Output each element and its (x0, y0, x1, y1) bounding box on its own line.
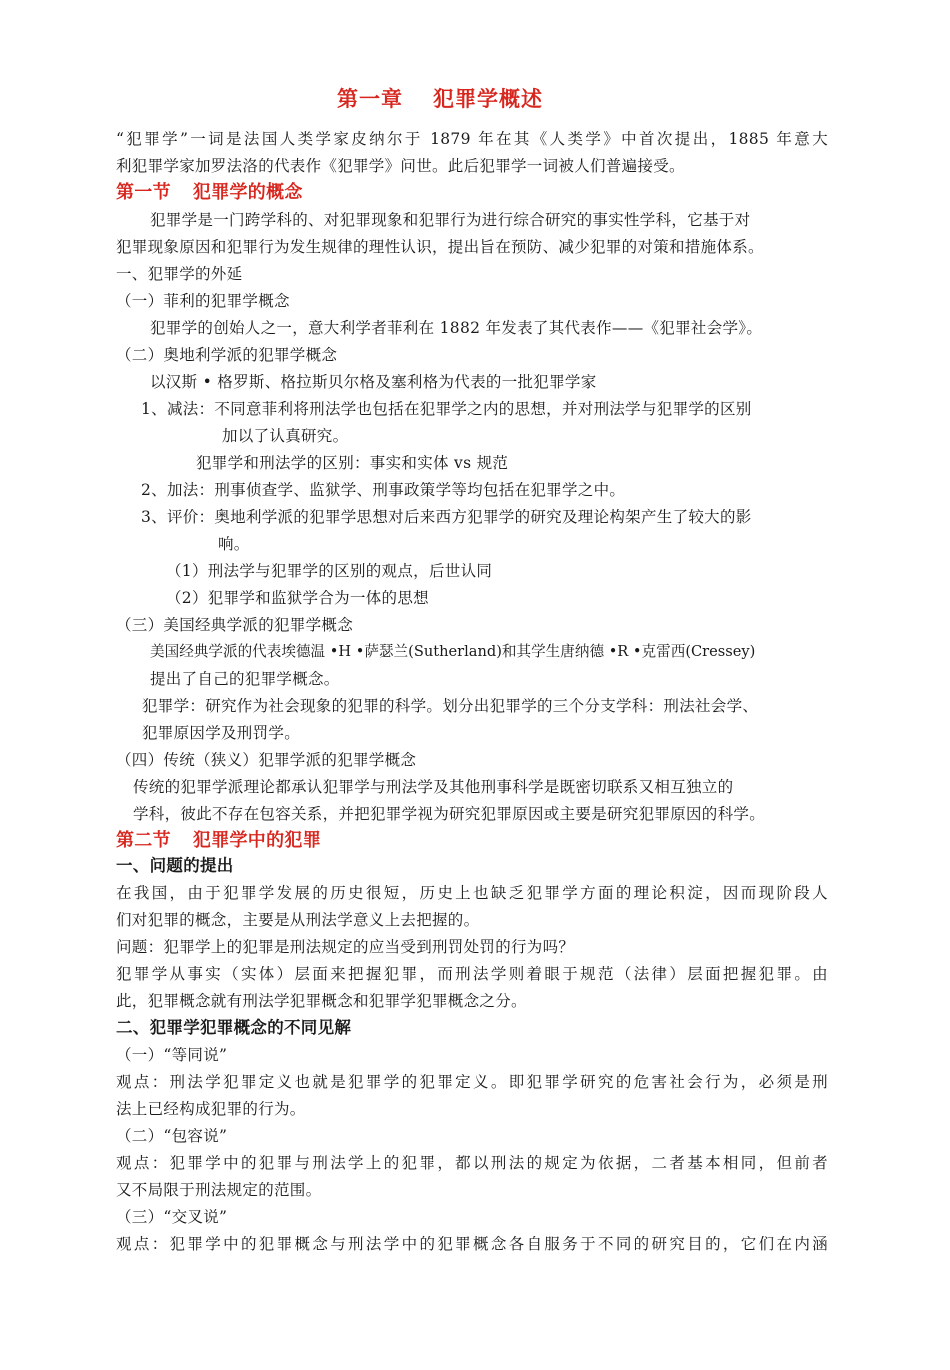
american-text-line-1: 美国经典学派的代表埃德温 •H •萨瑟兰(Sutherland)和其学生唐纳德 •R •克雷西(Cressey) (150, 643, 756, 660)
section-1-number: 第一节 (116, 182, 171, 203)
austrian-heading: （二）奥地利学派的犯罪学概念 (116, 346, 338, 364)
views-heading: 二、犯罪学犯罪概念的不同见解 (116, 1018, 352, 1037)
american-definition-line-1: 犯罪学：研究作为社会现象的犯罪的科学。划分出犯罪学的三个分支学科：刑法社会学、 (142, 697, 759, 715)
austrian-lead: 以汉斯 • 格罗斯、格拉斯贝尔格及塞利格为代表的一批犯罪学家 (150, 373, 597, 391)
austrian-sub-2: （2）犯罪学和监狱学合为一体的思想 (166, 589, 429, 607)
traditional-text-line-1: 传统的犯罪学派理论都承认犯罪学与刑法学及其他刑事科学是既密切联系又相互独立的 (133, 778, 734, 796)
austrian-item-3-line-1: 3、评价：奥地利学派的犯罪学思想对后来西方犯罪学的研究及理论构架产生了较大的影 (141, 508, 752, 526)
view-3-text-line-1: 观点：犯罪学中的犯罪概念与刑法学中的犯罪概念各自服务于不同的研究目的，它们在内涵 (116, 1235, 828, 1253)
american-text-line-2: 提出了自己的犯罪学概念。 (150, 670, 340, 688)
ferri-text: 犯罪学的创始人之一，意大利学者菲利在 1882 年发表了其代表作——《犯罪社会学》。 (150, 319, 763, 337)
american-definition-line-2: 犯罪原因学及刑罚学。 (142, 724, 301, 742)
american-heading: （三）美国经典学派的犯罪学概念 (116, 616, 354, 634)
problem-text-line-2: 们对犯罪的概念，主要是从刑法学意义上去把握的。 (116, 911, 480, 929)
view-2-heading: （二）“包容说” (116, 1127, 228, 1145)
view-2-text-line-2: 又不局限于刑法规定的范围。 (116, 1181, 322, 1199)
problem-answer-line-1: 犯罪学从事实（实体）层面来把握犯罪，而刑法学则着眼于规范（法律）层面把握犯罪。由 (116, 965, 828, 983)
traditional-heading: （四）传统（狭义）犯罪学派的犯罪学概念 (116, 751, 417, 769)
view-1-text-line-1: 观点：刑法学犯罪定义也就是犯罪学的犯罪定义。即犯罪学研究的危害社会行为，必须是刑 (116, 1073, 828, 1091)
definition-line-1: 犯罪学是一门跨学科的、对犯罪现象和犯罪行为进行综合研究的事实性学科，它基于对 (150, 211, 751, 229)
problem-answer-line-2: 此，犯罪概念就有刑法学犯罪概念和犯罪学犯罪概念之分。 (116, 992, 527, 1010)
extension-heading: 一、犯罪学的外延 (116, 265, 243, 283)
section-1-title: 犯罪学的概念 (192, 182, 303, 203)
austrian-item-2: 2、加法：刑事侦查学、监狱学、刑事政策学等均包括在犯罪学之中。 (141, 481, 626, 499)
ferri-heading: （一）菲利的犯罪学概念 (116, 292, 290, 310)
problem-heading: 一、问题的提出 (116, 856, 234, 875)
chapter-name: 犯罪学概述 (433, 86, 543, 111)
austrian-item-1-note: 犯罪学和刑法学的区别：事实和实体 vs 规范 (196, 454, 509, 472)
austrian-item-1-line-2: 加以了认真研究。 (222, 427, 349, 445)
austrian-item-3-line-2: 响。 (218, 535, 250, 553)
problem-text-line-1: 在我国，由于犯罪学发展的历史很短，历史上也缺乏犯罪学方面的理论积淀，因而现阶段人 (116, 884, 828, 902)
intro-line-1: “犯罪学”一词是法国人类学家皮纳尔于 1879 年在其《人类学》中首次提出，1885 年意大 (116, 130, 828, 148)
view-3-heading: （三）“交叉说” (116, 1208, 228, 1226)
view-2-text-line-1: 观点：犯罪学中的犯罪与刑法学上的犯罪，都以刑法的规定为依据，二者基本相同，但前者 (116, 1154, 828, 1172)
section-2-title: 犯罪学中的犯罪 (192, 830, 322, 851)
austrian-item-1-line-1: 1、减法：不同意菲利将刑法学也包括在犯罪学之内的思想，并对刑法学与犯罪学的区别 (141, 400, 752, 418)
view-1-text-line-2: 法上已经构成犯罪的行为。 (116, 1100, 306, 1118)
chapter-title (0, 84, 880, 114)
view-1-heading: （一）“等同说” (116, 1046, 228, 1064)
section-1-heading (116, 180, 303, 206)
section-2-number: 第二节 (116, 830, 171, 851)
section-2-heading (116, 828, 321, 854)
problem-question: 问题：犯罪学上的犯罪是刑法规定的应当受到刑罚处罚的行为吗？ (116, 938, 575, 956)
intro-line-2: 利犯罪学家加罗法洛的代表作《犯罪学》问世。此后犯罪学一词被人们普遍接受。 (116, 157, 685, 175)
definition-line-2: 犯罪现象原因和犯罪行为发生规律的理性认识，提出旨在预防、减少犯罪的对策和措施体系。 (116, 238, 764, 256)
chapter-number: 第一章 (337, 86, 403, 111)
austrian-sub-1: （1）刑法学与犯罪学的区别的观点，后世认同 (166, 562, 493, 580)
traditional-text-line-2: 学科，彼此不存在包容关系，并把犯罪学视为研究犯罪原因或主要是研究犯罪原因的科学。 (133, 805, 766, 823)
